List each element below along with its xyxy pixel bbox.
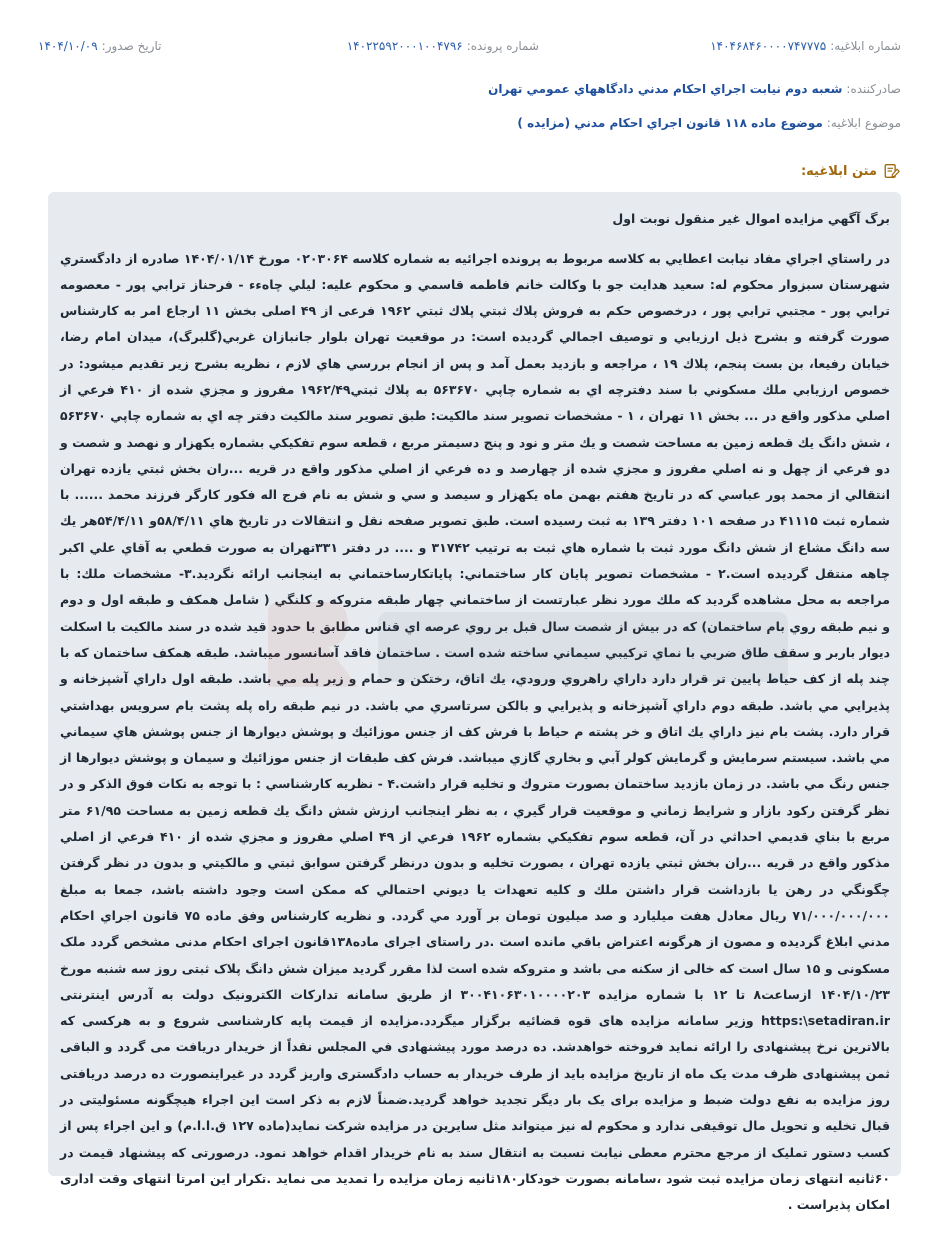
notice-title: برگ آگهي مزايده اموال غير منقول نوبت اول xyxy=(612,211,890,226)
notice-number xyxy=(710,39,901,53)
file-number xyxy=(347,39,539,53)
file-number-value: ۱۴۰۲۲۵۹۲۰۰۰۱۰۰۴۷۹۶ xyxy=(346,39,463,53)
subject-value: موضوع ماده ۱۱۸ قانون اجراي احكام مدني (مزايده ) xyxy=(517,116,823,130)
notice-content-box xyxy=(48,192,901,1213)
issue-date xyxy=(38,39,161,53)
meta-row-subject xyxy=(38,116,901,130)
issue-date-value: ۱۴۰۴/۱۰/۰۹ xyxy=(38,39,98,53)
notice-number-value: ۱۴۰۴۶۸۴۶۰۰۰۰۷۴۷۷۷۵ xyxy=(710,39,827,53)
issue-date-label: تاریخ صدور: xyxy=(101,39,162,53)
issuer-value: شعبه دوم نيابت اجراي احكام مدني دادگاههاي عمومي تهران xyxy=(488,82,843,96)
file-number-label: شماره پرونده: xyxy=(466,39,539,53)
note-edit-icon xyxy=(883,162,901,180)
issuer xyxy=(488,82,901,96)
section-title-text: متن ابلاغیه: xyxy=(800,163,877,179)
notice-body: در راستاي اجراي مفاد نيابت اعطايي به كلاسه مربوط به پرونده اجرائيه به شماره كلاسه ۰۲۰۳۰۶۴ مورخ ۱۴۰۴/۰۱/۱۴ صادره از دادگستري شهرستان سبزوار محكوم له: سعيد هدايت جو با وكالت خانم فاطمه قاسمي و محكوم عليه: ليلي چاهءء - فرحناز ترابي پور - معصومه ترابي پور - مجتبي ترابي پور ، درخصوص حكم به فروش پلاك ثبتي پلاك ثبتي ۱۹۶۲ فرعی از ۴۹ اصلی بخش ۱۱ ارجاع امر به كارشناس صورت گرفته و بشرح ذيل ارزيابي و توصيف اجمالي گرديده است: در موقعيت تهران بلوار جانبازان غربي(گلبرگ)، ميدان امام رضا، خيابان رفيعا، بن بست پنجم، پلاك ۱۹ ، مراجعه و بازديد بعمل آمد و پس از انجام بررسي هاي لازم ، نظريه بشرح زير تقديم ميشود: در خصوص ارزيابي ملك مسكوني با سند دفترچه اي به شماره چاپي ۵۶۳۶۷۰ به پلاك ثبتي۱۹۶۲/۴۹ مفروز و مجزي شده از ۴۱۰ فرعي از اصلي مذكور واقع در ... بخش ۱۱ تهران ، ۱ - مشخصات تصوير سند مالكيت: طبق تصوير سند مالكيت دفتر چه اي به شماره چاپي ۵۶۳۶۷۰ ، شش دانگ يك قطعه زمين به مساحت شصت و يك متر و نود و پنج دسيمتر مربع ، قطعه سوم تفكيكي بشماره يكهزار و نهصد و شصت و دو فرعي از چهل و نه اصلي مفروز و مجزي شده از چهارصد و ده فرعي از اصلي مذكور واقع در قريه ...ران بخش ثبتي يازده تهران انتقالي از محمد پور عباسي كه در تاريخ هفتم بهمن ماه يكهزار و سيصد و سي و شش به نام فرج اله فكور كارگر فرزند محمد ...... با شماره ثبت ۴۱۱۱۵ در صفحه ۱۰۱ دفتر ۱۳۹ به ثبت رسيده است. طبق تصوير صفحه نقل و انتقالات در تاريخ هاي ۵۸/۴/۱۱و ۵۴/۴/۱۱هر يك سه دانگ مشاع از شش دانگ مورد ثبت با شماره هاي ثبت به ترتيب ۳۱۷۴۲ و .... در دفتر ۳۳۱تهران به صورت قطعي به آقاي علي اكبر چاهه منتقل گرديده است.۲ - مشخصات تصوير پايان كار ساختماني: پاياتكارساختماني به اينجانب ارائه نگرديد.۳- مشخصات ملك: با مراجعه به محل مشاهده گرديد كه ملك مورد نظر عبارتست از ساختماني چهار طبقه متروكه و كلنگي ( شامل همكف و طبقه اول و دوم و نيم طبقه روي بام ساختمان) كه در بيش از شصت سال قبل بر روي عرصه اي قناس مطابق با حدود قيد شده در سند مالكيت با اسكلت ديوار باربر و سقف طاق ضربي با نماي تركيبي سيماني ساخته شده است . ساختمان فاقد آسانسور ميباشد. طبقه همكف ساختمان كه با چند پله از كف حياط پايين تر قرار دارد داراي راهروي ورودي، يك اتاق، رختكن و حمام و زير پله مي باشد. طبقه اول داراي آشپزخانه و پذيرايي مي باشد. طبقه دوم داراي آشپزخانه و پذيرايي و بالكن سرتاسري مي باشد. در نيم طبقه راه پله پشت بام سرويس بهداشتي قرار دارد. پشت بام نيز داراي يك اتاق و خر پشته م حياط با فرش كف از جنس موزائيك و پوشش ديوارها از جنس پوشش هاي سيماني مي باشد. سيستم سرمايش و گرمايش كولر آبي و بخاري گازي ميباشد. فرش كف طبقات از جنس موزائيك و سيمان و پوشش ديوارها از جنس رنگ مي باشد. در زمان بازديد ساختمان بصورت متروك و تخليه قرار داشت.۴ - نظريه كارشناسي : با توجه به نكات فوق الذكر و در نظر گرفتن ركود بازار و شرايط زماني و موقعيت قرار گيري ، به نظر اينجانب ارزش شش دانگ يك قطعه زمين به مساحت ۶۱/۹۵ متر مربع با بناي قديمي احداثي در آن، قطعه سوم تفكيكي بشماره ۱۹۶۲ فرعي از ۴۹ اصلي مفروز و مجزي شده از ۴۱۰ فرعي از اصلي مذكور واقع در قريه ...ران بخش ثبتي يازده تهران ، بصورت تخليه و بدون درنظر گرفتن سوابق ثبتي و مالكيتي و بدون در نظر گرفتن چگونگي در رهن يا بازداشت قرار داشتن ملك و كليه تعهدات يا ديوني احتمالي كه ممكن است وجود داشته باشد، جمعا به مبلغ ۷۱/۰۰۰/۰۰۰/۰۰۰ ريال معادل هفت ميليارد و صد ميليون تومان بر آورد مي گردد. و نظريه كارشناس وفق ماده ۷۵ قانون اجراي احكام مدني ابلاغ گرديده و مصون از هرگونه اعتراض باقي مانده است .در راستای اجرای ماده۱۳۸قانون اجرای احکام مدنی مشخص گردد ملک مسکونی و ۱۵ سال است که خالی از سکنه می باشد و متروکه شده است لذا مقرر گرديد ميزان شش دانگ پلاک ثبتی روز سه شنبه مورخ ۱۴۰۴/۱۰/۲۳ ازساعت۸ تا ۱۲ با شماره مزايده ۳۰۰۴۱۰۶۳۰۱۰۰۰۰۲۰۳ از طريق سامانه تدارکات الکترونيک دولت به آدرس اينترنتی https:\setadiran.ir وزير سامانه مزايده های قوه قضائيه برگزار ميگردد.مزايده از قيمت پايه کارشناسی شروع و به هرکسی که بالاترين نرخ پيشنهادی را ارائه نمايد فروخته خواهدشد. ده درصد مورد پيشنهادی في المجلس نقداً از خريدار دريافت می گردد و الباقی ثمن پيشنهادی ظرف مدت يک ماه از تاريخ مزايده بايد از طرف خريدار به حساب دادگستری واريز گردد در غيراينصورت ده درصد دريافتی روز مزايده به نفع دولت ضبط و مزايده برای يک بار ديگر تجديد خواهد گرديد.ضمناً لازم به ذكر است اين اجراء هيچگونه مسئوليتی در قبال تخليه و تحويل مال توقيفی ندارد و محكوم له نيز ميتواند مثل سايرين در مزايده شركت نمايد(ماده ۱۲۷ ق.ا.ا.م) و اين اجراء پس از کسب دستور تمليک از مرجع محترم معطی نيابت نسبت به انتقال سند به نام خريدار اقدام خواهد نمود. درصورتی که پيشنهاد قيمت در ۶۰ثانيه انتهای زمان مزايده ثبت شود ،سامانه بصورت خودکار۱۸۰ثانيه زمان مزايده را تمديد می نمايد .تکرار اين امرتا انتهای وقت اداری امکان پذيراست . xyxy=(60,250,891,1213)
subject xyxy=(517,116,901,130)
meta-row-issuer xyxy=(38,82,901,96)
issuer-label: صادرکننده: xyxy=(846,82,901,96)
notice-number-label: شماره ابلاغیه: xyxy=(830,39,901,53)
subject-label: موضوع ابلاغیه: xyxy=(826,116,901,130)
section-title xyxy=(801,162,901,180)
